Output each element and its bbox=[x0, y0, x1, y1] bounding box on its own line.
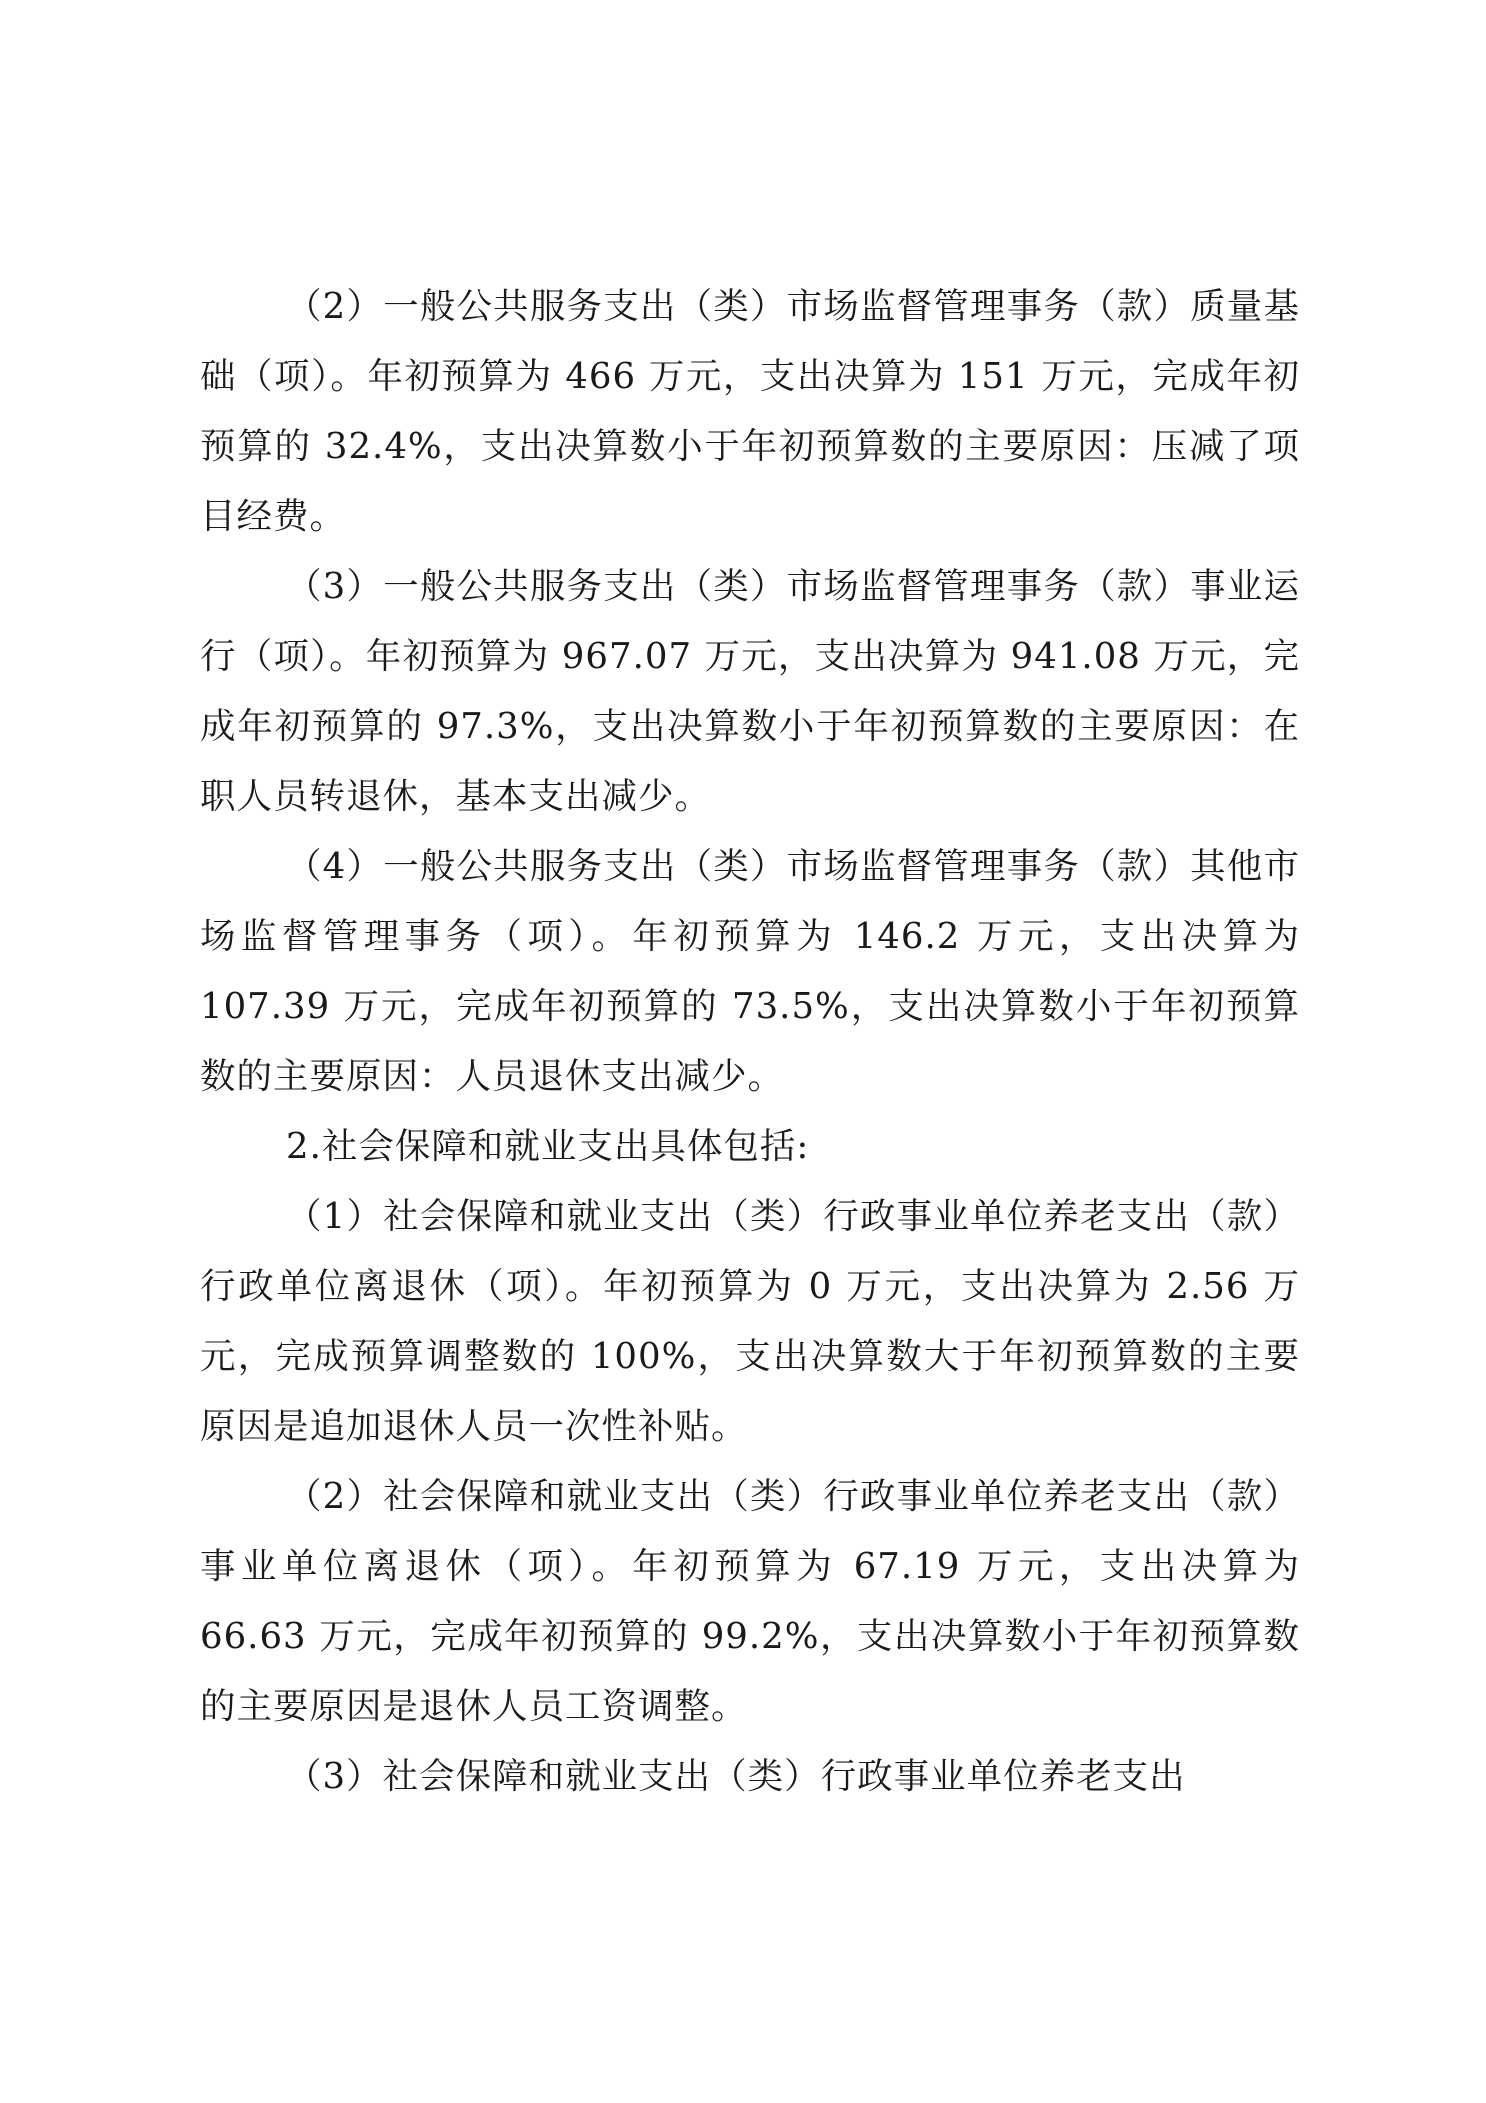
paragraph-institution-retirement: （2）社会保障和就业支出（类）行政事业单位养老支出（款）事业单位离退休（项）。年初预算为 67.19 万元，支出决算为 66.63 万元，完成年初预算的 99.2%，支出决算数小于年初预算数的主要原因是退休人员工资调整。 bbox=[200, 1476, 1300, 1727]
paragraph-operations: （3）一般公共服务支出（类）市场监督管理事务（款）事业运行（项）。年初预算为 967.07 万元，支出决算为 941.08 万元，完成年初预算的 97.3%，支出决算数小于年初预算数的主要原因：在职人员转退休，基本支出减少。 bbox=[200, 566, 1300, 817]
paragraph-quality-foundation: （2）一般公共服务支出（类）市场监督管理事务（款）质量基础（项）。年初预算为 466 万元，支出决算为 151 万元，完成年初预算的 32.4%，支出决算数小于年初预算数的主要原因：压减了项目经费。 bbox=[200, 286, 1300, 537]
paragraph-other-market-supervision: （4）一般公共服务支出（类）市场监督管理事务（款）其他市场监督管理事务（项）。年初预算为 146.2 万元，支出决算为 107.39 万元，完成年初预算的 73.5%，支出决算数小于年初预算数的主要原因：人员退休支出减少。 bbox=[200, 846, 1300, 1097]
paragraph-admin-retirement: （1）社会保障和就业支出（类）行政事业单位养老支出（款）行政单位离退休（项）。年初预算为 0 万元，支出决算为 2.56 万元，完成预算调整数的 100%，支出决算数大于年初预算数的主要原因是追加退休人员一次性补贴。 bbox=[200, 1196, 1300, 1447]
paragraph-pension-continued: （3）社会保障和就业支出（类）行政事业单位养老支出 bbox=[286, 1756, 1186, 1797]
section-heading-social-security: 2.社会保障和就业支出具体包括: bbox=[286, 1126, 810, 1167]
document-body bbox=[200, 272, 1300, 1812]
